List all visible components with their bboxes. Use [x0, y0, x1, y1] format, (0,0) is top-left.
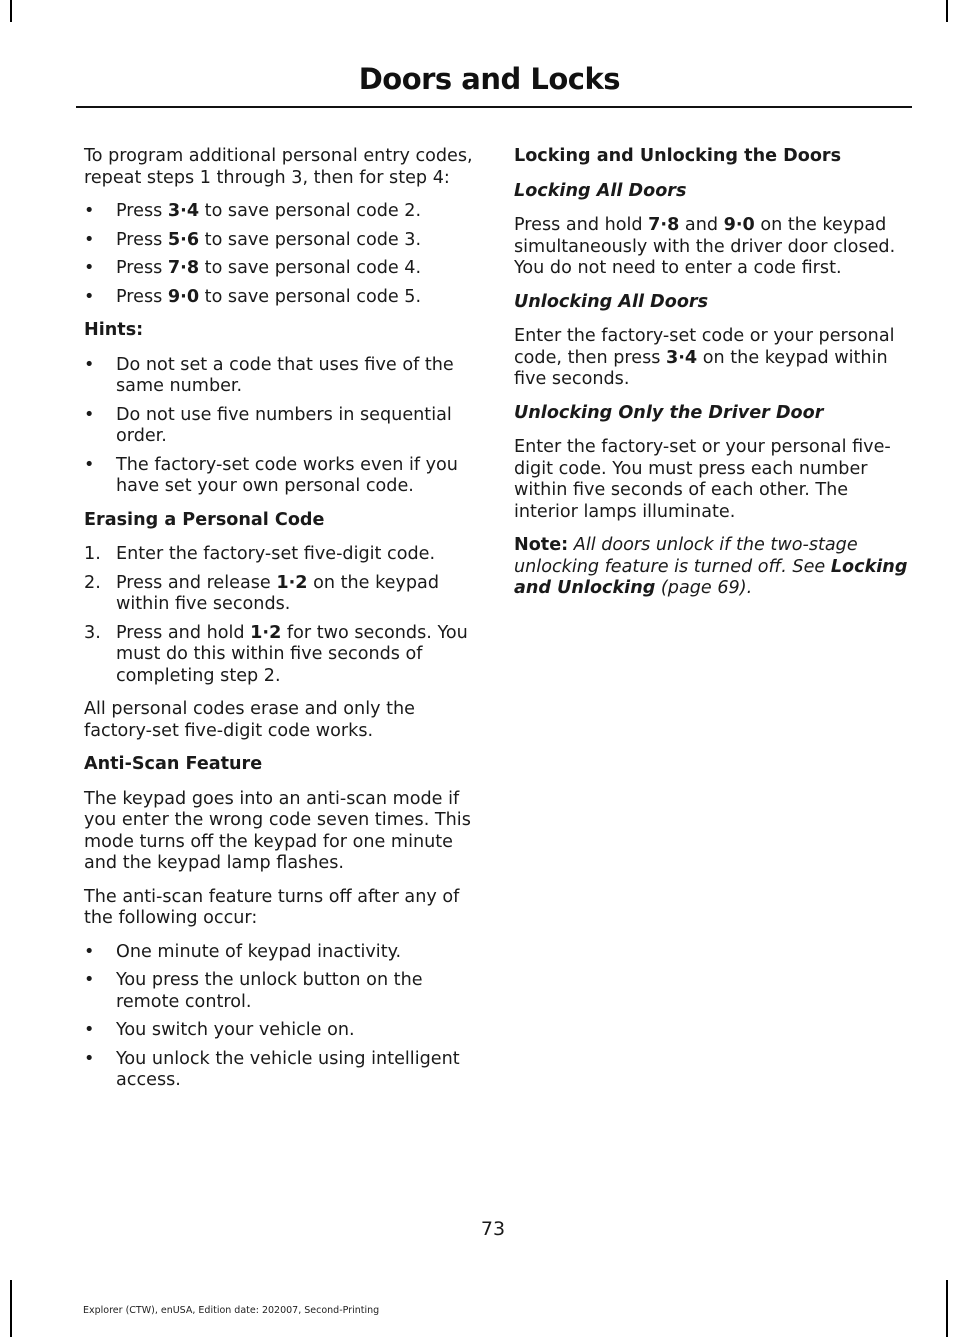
lock-all-paragraph: Press and hold 7·8 and 9·0 on the keypad simultaneously with the driver door closed. You do not need to enter a code first.	[514, 215, 896, 278]
list-item: • You press the unlock button on the remote control.	[84, 970, 423, 1012]
antiscan-paragraph: The keypad goes into an anti-scan mode if you enter the wrong code seven times. This mode turns off the keypad for one minute and the keypad lamp flashes.	[84, 788, 471, 873]
page-number: 73	[480, 1218, 506, 1240]
section-heading: Locking and Unlocking the Doors	[514, 146, 842, 166]
list-item: • You switch your vehicle on.	[84, 1020, 355, 1040]
header-rule	[76, 106, 912, 108]
cross-reference-link[interactable]: Locking and Unlocking	[514, 556, 908, 598]
note-label: Note:	[514, 535, 569, 555]
intro-paragraph: To program additional personal entry codes, repeat steps 1 through 3, then for step 4:	[84, 146, 473, 188]
program-steps-list	[84, 201, 476, 308]
hints-list	[84, 355, 476, 498]
list-item: 1. Enter the factory-set five-digit code.	[84, 544, 436, 564]
keypad-key: 3·4	[167, 201, 200, 221]
note-paragraph: Note: All doors unlock if the two-stage unlocking feature is turned off. See Locking and Unlocking (page 69).	[514, 535, 908, 598]
keypad-key: 1·2	[276, 572, 308, 593]
list-item: • Do not set a code that uses five of the same number.	[84, 354, 454, 396]
list-item: 2. Press and release 1·2 on the keypad within five seconds.	[84, 572, 439, 614]
footer-edition: Explorer (CTW), enUSA, Edition date: 202007, Second-Printing	[83, 1305, 380, 1316]
crop-mark	[946, 0, 948, 22]
list-item: • You unlock the vehicle using intelligent access.	[84, 1048, 460, 1090]
list-item: • Press 3·4 to save personal code 2.	[84, 201, 422, 221]
list-item: • Press 5·6 to save personal code 3.	[84, 229, 422, 250]
list-item: • Do not use five numbers in sequential order.	[84, 404, 452, 446]
right-column	[514, 146, 908, 612]
unlock-driver-heading: Unlocking Only the Driver Door	[514, 402, 824, 423]
keypad-key: 3·4	[666, 347, 698, 368]
keypad-key: 9·0	[723, 215, 755, 235]
keypad-key: 7·8	[167, 258, 200, 278]
keypad-key: 5·6	[167, 229, 200, 250]
keypad-key: 1·2	[250, 622, 282, 643]
list-item: • The factory-set code works even if you have set your own personal code.	[84, 454, 458, 496]
list-item: • Press 9·0 to save personal code 5.	[84, 286, 422, 307]
hints-heading: Hints:	[84, 320, 144, 340]
antiscan-paragraph: The anti-scan feature turns off after any of the following occur:	[84, 886, 460, 928]
unlock-all-paragraph: Enter the factory-set code or your personal code, then press 3·4 on the keypad within five seconds.	[514, 326, 895, 389]
crop-mark	[10, 1280, 12, 1337]
list-item: 3. Press and hold 1·2 for two seconds. You must do this within five seconds of completing step 2.	[84, 622, 468, 686]
left-column	[84, 146, 476, 1104]
list-item: • Press 7·8 to save personal code 4.	[84, 258, 422, 278]
page-header-title: Doors and Locks	[358, 62, 620, 96]
erase-heading: Erasing a Personal Code	[84, 509, 325, 530]
crop-mark	[946, 1280, 948, 1337]
unlock-driver-paragraph: Enter the factory-set or your personal five-digit code. You must press each number within five seconds of each other. The interior lamps illuminate.	[514, 437, 891, 522]
crop-mark	[10, 0, 12, 22]
erase-steps-list	[84, 544, 476, 687]
antiscan-list	[84, 942, 476, 1092]
keypad-key: 7·8	[648, 215, 680, 235]
antiscan-heading: Anti-Scan Feature	[84, 754, 263, 774]
list-item: • One minute of keypad inactivity.	[84, 941, 402, 962]
lock-all-heading: Locking All Doors	[514, 180, 687, 201]
keypad-key: 9·0	[167, 286, 200, 307]
erase-note: All personal codes erase and only the factory-set five-digit code works.	[84, 699, 415, 741]
unlock-all-heading: Unlocking All Doors	[514, 291, 709, 312]
